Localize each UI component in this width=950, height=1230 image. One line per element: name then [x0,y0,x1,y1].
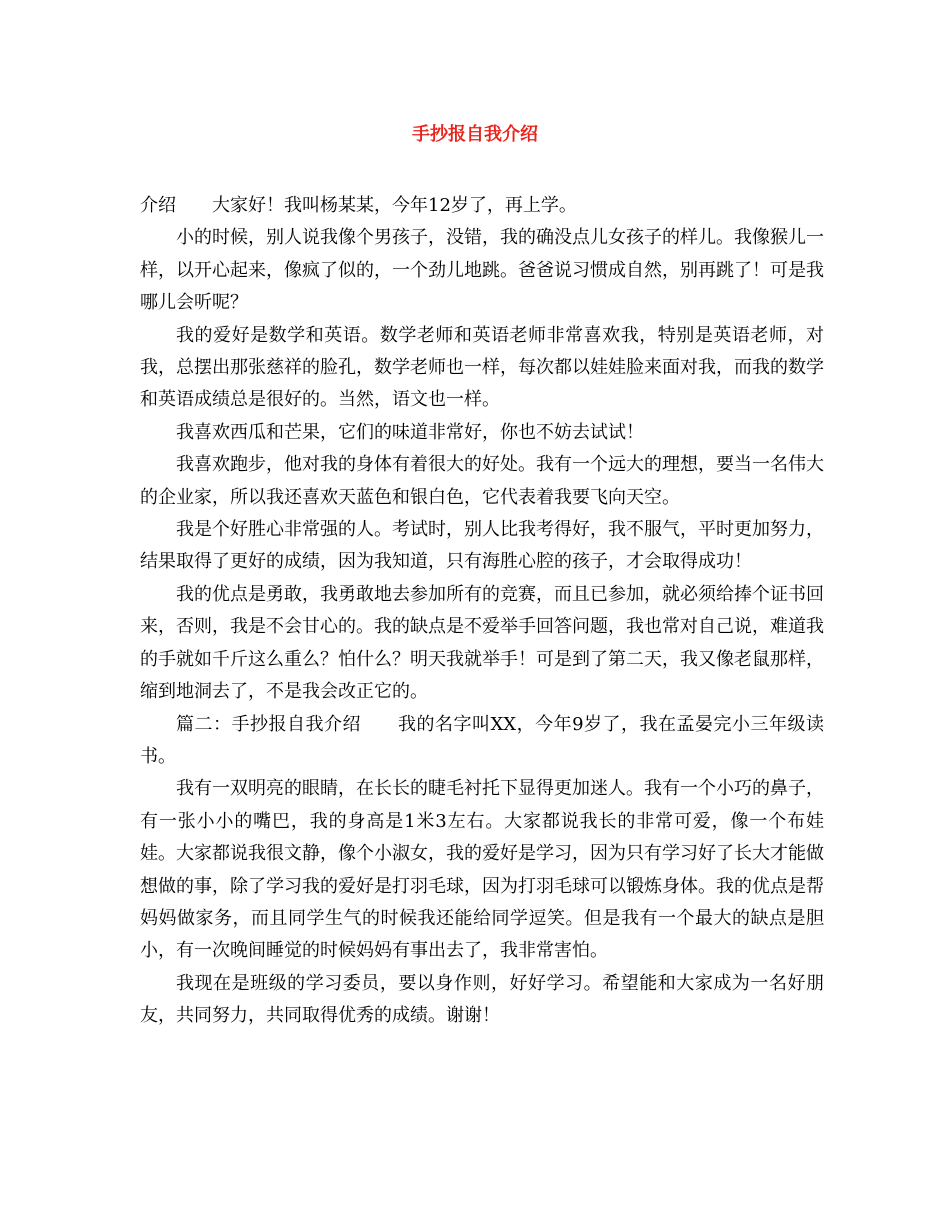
paragraph-appearance: 我有一双明亮的眼睛，在长长的睫毛衬托下显得更加迷人。我有一个小巧的鼻子，有一张小小的嘴巴，我的身高是1米3左右。大家都说我长的非常可爱，像一个布娃娃。大家都说我很文静，像个小淑女，我的爱好是学习，因为只有学习好了长大才能做想做的事，除了学习我的爱好是打羽毛球，因为打羽毛球可以锻炼身体。我的优点是帮妈妈做家务，而且同学生气的时候我还能给同学逗笑。但是我有一个最大的缺点是胆小，有一次晚间睡觉的时候妈妈有事出去了，我非常害怕。 [140,778,824,962]
paragraph-strengths: 我的优点是勇敢，我勇敢地去参加所有的竞赛，而且已参加，就必须给捧个证书回来，否则，我是不会甘心的。我的缺点是不爱举手回答问题，我也常对自己说，难道我的手就如千斤这么重么？怕什么？明天我就举手！可是到了第二天，我又像老鼠那样，缩到地洞去了，不是我会改正它的。 [140,583,824,703]
paragraph-fruit: 我喜欢西瓜和芒果，它们的味道非常好，你也不妨去试试！ [176,421,644,443]
paragraph-hobbies: 我的爱好是数学和英语。数学老师和英语老师非常喜欢我，特别是英语老师，对我，总摆出那张慈祥的脸孔，数学老师也一样，每次都以娃娃脸来面对我，而我的数学和英语成绩总是很好的。当然，语文也一样。 [140,324,824,411]
page-title: 手抄报自我介绍 [412,124,538,145]
paragraph-competitive: 我是个好胜心非常强的人。考试时，别人比我考得好，我不服气，平时更加努力，结果取得了更好的成绩，因为我知道，只有海胜心腔的孩子，才会取得成功！ [140,519,824,573]
paragraph-closing: 我现在是班级的学习委员，要以身作则，好好学习。希望能和大家成为一名好朋友，共同努力，共同取得优秀的成绩。谢谢！ [140,972,824,1027]
paragraph-childhood: 小的时候，别人说我像个男孩子，没错，我的确没点儿女孩子的样儿。我像猴儿一样，以开心起来，像疯了似的，一个劲儿地跳。爸爸说习惯成自然，别再跳了！可是我哪儿会听呢？ [140,227,824,314]
document-body [140,190,824,1033]
paragraph-intro: 介绍 大家好！我叫杨某某，今年12岁了，再上学。 [140,195,577,216]
paragraph-running: 我喜欢跑步，他对我的身体有着很大的好处。我有一个远大的理想，要当一名伟大的企业家，所以我还喜欢天蓝色和银白色，它代表着我要飞向天空。 [140,454,824,508]
paragraph-part-two-intro: 篇二：手抄报自我介绍 我的名字叫XX，今年9岁了，我在孟晏完小三年级读书。 [140,713,824,767]
